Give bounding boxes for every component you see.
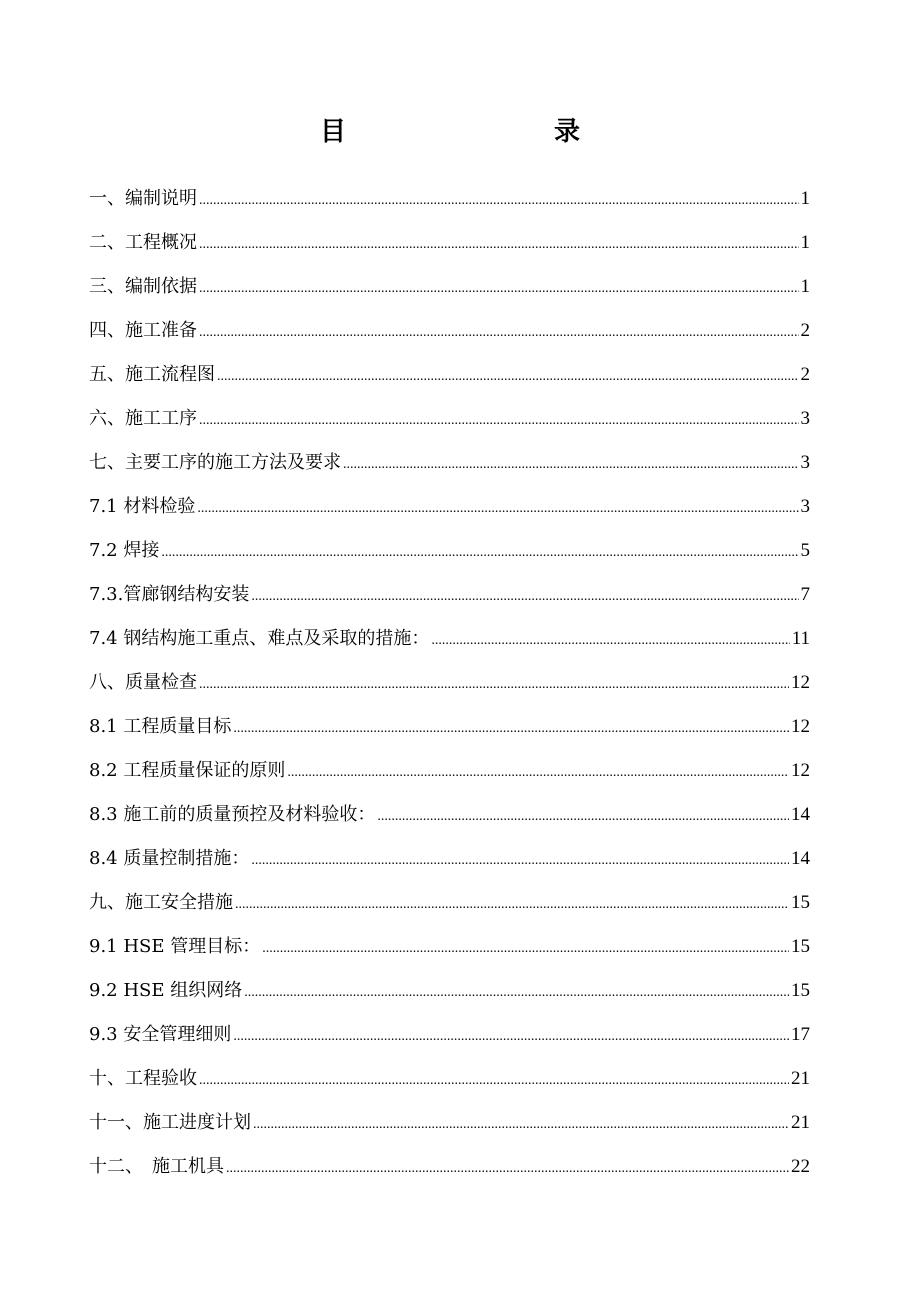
toc-entry-page-number: 22	[791, 1156, 810, 1177]
toc-entry-page-number: 5	[800, 540, 810, 561]
toc-entry[interactable]	[89, 621, 810, 665]
toc-entry[interactable]	[89, 1061, 810, 1105]
toc-entry-label: 四、施工准备	[89, 320, 197, 341]
toc-entry-label: 9.3 安全管理细则	[89, 1024, 232, 1045]
toc-dot-leader	[244, 975, 789, 1011]
toc-entry-label: 二、工程概况	[89, 232, 197, 253]
toc-entry-label: 六、施工工序	[89, 408, 197, 429]
toc-entry-page-number: 17	[791, 1024, 810, 1045]
toc-entry-label: 7.4 钢结构施工重点、难点及采取的措施：	[89, 628, 430, 649]
toc-entry[interactable]	[89, 1017, 810, 1061]
toc-dot-leader	[262, 931, 789, 967]
toc-dot-leader	[235, 887, 789, 923]
toc-entry[interactable]	[89, 1105, 810, 1149]
toc-entry-page-number: 12	[791, 760, 810, 781]
toc-dot-leader	[233, 1019, 789, 1055]
toc-entry-page-number: 3	[800, 452, 810, 473]
toc-entry-page-number: 3	[800, 496, 810, 517]
toc-dot-leader	[343, 447, 799, 483]
toc-entry[interactable]	[89, 181, 810, 225]
toc-entry[interactable]	[89, 973, 810, 1017]
toc-entry[interactable]	[89, 665, 810, 709]
toc-entry-page-number: 2	[800, 364, 810, 385]
toc-entry-page-number: 15	[791, 892, 810, 913]
toc-entry[interactable]	[89, 533, 810, 577]
toc-dot-leader	[199, 403, 799, 439]
toc-entry-page-number: 12	[791, 716, 810, 737]
toc-entry-label: 三、编制依据	[89, 276, 197, 297]
toc-entry-page-number: 12	[791, 672, 810, 693]
toc-entry-page-number: 1	[800, 232, 810, 253]
toc-entry-page-number: 7	[800, 584, 810, 605]
toc-entry-label: 7.2 焊接	[89, 540, 160, 561]
toc-entry[interactable]	[89, 445, 810, 489]
toc-dot-leader	[199, 271, 799, 307]
toc-entry-page-number: 3	[800, 408, 810, 429]
toc-entry-label: 8.4 质量控制措施：	[89, 848, 250, 869]
toc-entry-page-number: 1	[800, 276, 810, 297]
toc-entry-label: 十二、 施工机具	[89, 1156, 224, 1177]
toc-dot-leader	[161, 535, 798, 571]
toc-entry-label: 8.2 工程质量保证的原则	[89, 760, 286, 781]
toc-entry[interactable]	[89, 401, 810, 445]
toc-entry-page-number: 21	[791, 1112, 810, 1133]
toc-entry-page-number: 1	[800, 188, 810, 209]
toc-entry-label: 7.3.管廊钢结构安装	[89, 584, 250, 605]
toc-entry[interactable]	[89, 489, 810, 533]
toc-dot-leader	[199, 315, 799, 351]
toc-dot-leader	[197, 491, 798, 527]
toc-entry-page-number: 21	[791, 1068, 810, 1089]
toc-entry-label: 9.2 HSE 组织网络	[89, 980, 243, 1001]
toc-dot-leader	[199, 667, 789, 703]
toc-entry[interactable]	[89, 841, 810, 885]
toc-entry-label: 7.1 材料检验	[89, 496, 196, 517]
toc-entry[interactable]	[89, 753, 810, 797]
toc-dot-leader	[251, 579, 798, 615]
toc-dot-leader	[253, 1107, 789, 1143]
toc-entry[interactable]	[89, 313, 810, 357]
toc-entry-label: 五、施工流程图	[89, 364, 215, 385]
toc-entry-page-number: 15	[791, 936, 810, 957]
toc-dot-leader	[287, 755, 789, 791]
toc-entry[interactable]	[89, 269, 810, 313]
toc-entry[interactable]	[89, 797, 810, 841]
toc-entry-label: 一、编制说明	[89, 188, 197, 209]
toc-entry-page-number: 15	[791, 980, 810, 1001]
toc-entry-page-number: 2	[800, 320, 810, 341]
toc-entry-label: 十一、施工进度计划	[89, 1112, 251, 1133]
toc-dot-leader	[233, 711, 789, 747]
toc-entry-label: 九、施工安全措施	[89, 892, 233, 913]
toc-entry[interactable]	[89, 709, 810, 753]
toc-entry-label: 8.3 施工前的质量预控及材料验收：	[89, 804, 376, 825]
toc-entry[interactable]	[89, 225, 810, 269]
toc-entry[interactable]	[89, 929, 810, 973]
toc-entry[interactable]	[89, 357, 810, 401]
toc-dot-leader	[199, 227, 799, 263]
toc-entry-label: 8.1 工程质量目标	[89, 716, 232, 737]
toc-title: 目 录	[319, 117, 632, 147]
toc-dot-leader	[217, 359, 799, 395]
toc-entry-label: 十、工程验收	[89, 1068, 197, 1089]
toc-dot-leader	[377, 799, 789, 835]
toc-entry[interactable]	[89, 885, 810, 929]
toc-entry-label: 八、质量检查	[89, 672, 197, 693]
toc-entry[interactable]	[89, 577, 810, 621]
toc-entry-label: 七、主要工序的施工方法及要求	[89, 452, 341, 473]
toc-dot-leader	[199, 1063, 789, 1099]
toc-entry-page-number: 14	[791, 804, 810, 825]
toc-dot-leader	[226, 1151, 789, 1187]
toc-entry-page-number: 14	[791, 848, 810, 869]
toc-entry[interactable]	[89, 1149, 810, 1193]
toc-list	[89, 181, 810, 1193]
toc-dot-leader	[431, 623, 789, 659]
toc-dot-leader	[199, 183, 799, 219]
toc-entry-page-number: 11	[791, 628, 810, 649]
toc-entry-label: 9.1 HSE 管理目标：	[89, 936, 261, 957]
toc-dot-leader	[251, 843, 789, 879]
